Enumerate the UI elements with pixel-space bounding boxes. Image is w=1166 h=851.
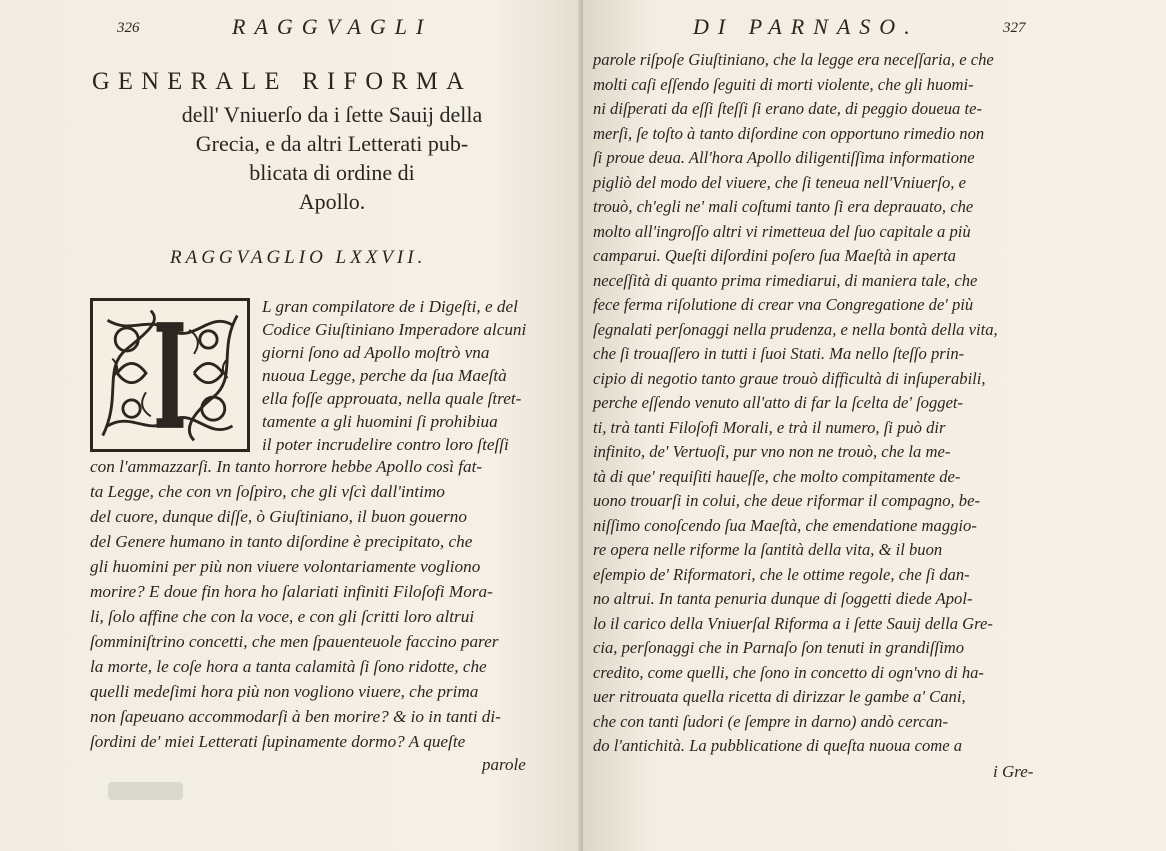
text-line: pigliò del modo del viuere, che ſi teneua nell'Vniuerſo, e bbox=[593, 172, 966, 192]
floral-ornament-icon bbox=[93, 301, 247, 449]
text-line: con l'ammazzarſi. In tanto horrore hebbe Apollo così fat- bbox=[90, 457, 483, 476]
text-line: cia, perſonaggi che in Parnaſo ſon tenuti in grandiſſimo bbox=[593, 638, 965, 657]
text-line: uer ritrouata quella ricetta di dirizzar le gambe a' Cani, bbox=[593, 687, 966, 706]
text-line: L gran compilatore de i Digeſti, e del bbox=[262, 297, 518, 316]
text-line: li, ſolo affine che con la voce, e con gli ſcritti loro altrui bbox=[90, 607, 475, 626]
text-line: uono trouarſi in colui, che deue riformar il compagno, be- bbox=[593, 491, 980, 510]
text-line: del Genere humano in tanto diſordine è precipitato, che bbox=[90, 532, 473, 551]
text-line: ta Legge, che con vn ſoſpiro, che gli vſcì dall'intimo bbox=[90, 482, 445, 501]
decorated-initial bbox=[90, 298, 250, 452]
text-line: ſordini de' miei Letterati ſupinamente dormo? A queſte bbox=[90, 732, 466, 751]
text-line: la morte, le coſe hora a tanta calamità ſi ſono ridotte, che bbox=[90, 657, 487, 676]
subtitle-line: Grecia, e da altri Letterati pub- bbox=[195, 131, 469, 156]
text-line: perche eſſendo venuto all'atto di far la ſcelta de' ſogget- bbox=[593, 393, 964, 412]
left-page-number: 326 bbox=[117, 20, 140, 36]
subtitle-line: Apollo. bbox=[298, 189, 366, 214]
text-line: gli huomini per più non viuere volontariamente vogliono bbox=[90, 557, 481, 576]
text-line: Codice Giuſtiniano Imperadore alcuni bbox=[262, 320, 527, 339]
text-line: cipio di negotio tanto graue trouò difficultà di inſuperabili, bbox=[593, 368, 986, 388]
text-line: fece ferma riſolutione di crear vna Congregatione de' più bbox=[593, 295, 974, 314]
right-running-head: DI PARNASO. bbox=[693, 14, 919, 39]
right-catchword: i Gre- bbox=[993, 762, 1034, 781]
subtitle-line: dell' Vniuerſo da i ſette Sauij della bbox=[181, 102, 483, 127]
text-line: parole riſpoſe Giuſtiniano, che la legge era neceſſaria, e che bbox=[593, 50, 994, 69]
left-catchword: parole bbox=[482, 755, 526, 774]
subtitle-line: blicata di ordine di bbox=[249, 160, 415, 185]
text-line: quelli medeſimi hora più non vogliono viuere, che prima bbox=[90, 682, 479, 701]
text-line: infinito, de' Vertuoſi, pur vno non ne trouò, che la me- bbox=[593, 442, 951, 461]
text-line: nuoua Legge, perche da ſua Maeſtà bbox=[262, 366, 507, 385]
text-line: non ſapeuano accommodarſi à ben morire? & io in tanti di- bbox=[90, 707, 501, 726]
text-line: no altrui. In tanta penuria dunque di ſoggetti diede Apol- bbox=[593, 589, 973, 608]
text-line: trouò, ch'egli ne' mali coſtumi tanto ſi era deprauato, che bbox=[593, 197, 974, 216]
text-line: lo il carico della Vniuerſal Riforma a i ſette Sauij della Gre- bbox=[593, 613, 993, 633]
right-page bbox=[583, 0, 1166, 851]
text-line: re opera nelle riforme la ſantità della vita, & il buon bbox=[593, 540, 943, 559]
text-line: del cuore, dunque diſſe, ò Giuſtiniano, il buon gouerno bbox=[90, 507, 467, 526]
library-stamp bbox=[108, 782, 183, 800]
text-line: neceſſità di quanto prima rimediarui, di maniera tale, che bbox=[593, 270, 978, 290]
chapter-subtitle bbox=[92, 100, 572, 216]
ragguaglio-heading: RAGGVAGLIO LXXVII. bbox=[170, 247, 427, 268]
text-line: merſi, ſe toſto à tanto diſordine con opportuno rimedio non bbox=[593, 123, 985, 143]
text-line: il poter incrudelire contro loro ſteſſi bbox=[262, 435, 509, 454]
text-line: ſomminiſtrino concetti, che men ſpauenteuole faccino parer bbox=[90, 632, 499, 651]
text-line: morire? E doue fin hora ho ſalariati infiniti Filoſofi Mora- bbox=[90, 582, 493, 601]
text-line: tà di que' requiſiti haueſſe, che molto compitamente de- bbox=[593, 466, 961, 486]
text-line: ni diſperati da eſſi ſteſſi ſi erano date, di peggio doueua te- bbox=[593, 99, 982, 118]
text-line: credito, come quelli, che ſono in concetto di ogn'vno di ha- bbox=[593, 662, 984, 682]
text-line: eſempio de' Riformatori, che le ottime regole, che ſi dan- bbox=[593, 564, 970, 584]
text-line: tamente a gli huomini ſi prohibiua bbox=[262, 412, 498, 431]
text-line: che ſi trouaſſero in tutti i ſuoi Stati. Ma nello ſteſſo prin- bbox=[593, 344, 965, 363]
text-line: ſegnalati perſonaggi nella prudenza, e nella bontà della vita, bbox=[593, 319, 998, 339]
right-page-number: 327 bbox=[1003, 20, 1026, 36]
text-line: niſſimo conoſcendo ſua Maeſtà, che emendatione maggio- bbox=[593, 515, 977, 535]
text-line: giorni ſono ad Apollo moſtrò vna bbox=[262, 343, 490, 362]
text-line: camparui. Queſti diſordini poſero ſua Maeſtà in aperta bbox=[593, 246, 956, 265]
chapter-title: GENERALE RIFORMA bbox=[92, 68, 473, 95]
text-line: ſi proue deua. All'hora Apollo diligentiſſima informatione bbox=[593, 148, 975, 167]
text-line: do l'antichità. La pubblicatione di queſta nuoua come a bbox=[593, 736, 963, 755]
text-line: ella foſſe approuata, nella quale ſtret- bbox=[262, 389, 522, 408]
text-line: che con tanti ſudori (e ſempre in darno) andò cercan- bbox=[593, 711, 948, 731]
text-line: molto all'ingroſſo altri vi rimetteua del ſuo capitale a più bbox=[593, 221, 971, 241]
text-line: molti caſi eſſendo ſeguiti di morti violente, che gli huomi- bbox=[593, 74, 974, 94]
left-running-head: RAGGVAGLI bbox=[232, 14, 433, 39]
text-line: ti, trà tanti Filoſofi Morali, e trà il numero, ſi può dir bbox=[593, 417, 946, 437]
